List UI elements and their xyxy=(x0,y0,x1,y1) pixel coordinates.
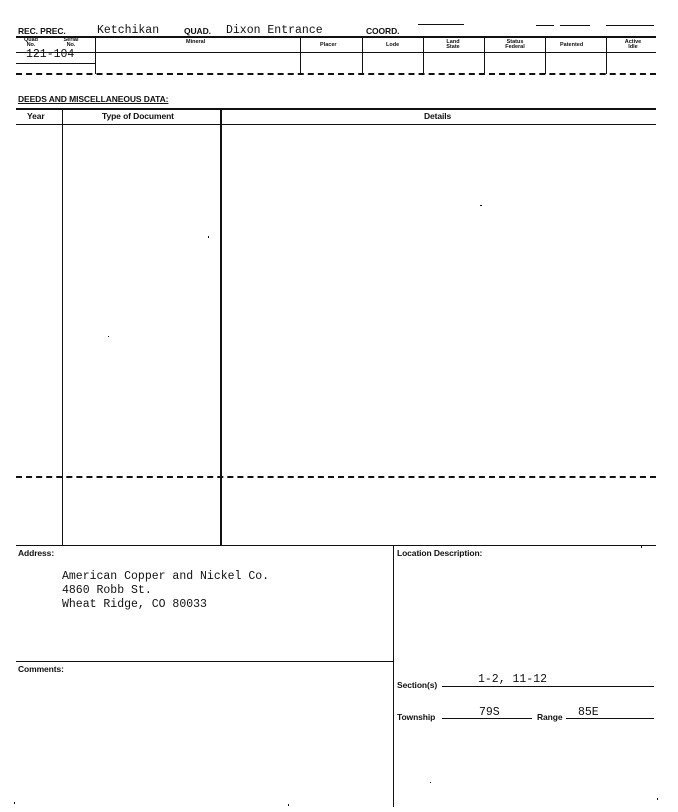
speck xyxy=(288,804,289,806)
quad-serial-underline xyxy=(16,63,96,64)
table-bottom-dashed-rule xyxy=(16,73,656,75)
deeds-col-details: Details xyxy=(424,111,452,121)
deeds-sep-type xyxy=(220,108,222,545)
range-label: Range xyxy=(537,712,563,722)
coord-blank-4 xyxy=(606,25,654,26)
deeds-col-year: Year xyxy=(27,111,45,121)
address-top-rule xyxy=(16,545,656,546)
col-placer: Placer xyxy=(320,42,337,48)
deeds-dashed-rule xyxy=(16,476,656,478)
col-status-federal: Status Federal xyxy=(505,39,525,50)
deeds-col-type: Type of Document xyxy=(102,111,174,121)
coord-blank-1 xyxy=(418,24,464,25)
speck xyxy=(657,798,658,800)
col-sep-6 xyxy=(545,36,546,74)
speck xyxy=(430,782,431,783)
address-line-1: American Copper and Nickel Co. xyxy=(62,570,270,583)
coord-label: COORD. xyxy=(366,26,400,36)
col-land-state: Land State xyxy=(446,39,460,50)
col-sep-2 xyxy=(300,36,301,74)
address-line-2: 4860 Robb St. xyxy=(62,584,152,597)
address-label: Address: xyxy=(18,548,55,558)
address-location-divider xyxy=(393,545,394,807)
col-mineral: Mineral xyxy=(186,39,206,45)
comments-top-rule xyxy=(16,661,394,662)
quad-value: Dixon Entrance xyxy=(226,24,323,37)
col-sep-5 xyxy=(484,36,485,74)
sections-underline xyxy=(442,686,654,687)
col-serial-no: Serial No. xyxy=(63,37,79,48)
coord-blank-3 xyxy=(560,25,590,26)
rec-prec-value: Ketchikan xyxy=(97,24,160,37)
table-top-rule xyxy=(16,36,656,38)
deeds-header-rule xyxy=(16,124,656,125)
speck xyxy=(14,802,15,804)
address-line-3: Wheat Ridge, CO 80033 xyxy=(62,598,207,611)
sections-label: Section(s) xyxy=(397,680,438,690)
range-value: 85E xyxy=(578,706,599,719)
col-sep-1 xyxy=(95,36,96,74)
col-patented: Patented xyxy=(560,42,584,48)
deeds-sep-year xyxy=(62,108,63,545)
quad-serial-value: 121-104 xyxy=(26,48,75,61)
speck xyxy=(641,546,642,548)
deeds-section-title: DEEDS AND MISCELLANEOUS DATA: xyxy=(18,94,169,104)
rec-prec-label: REC. PREC. xyxy=(18,26,66,36)
location-description-label: Location Description: xyxy=(397,548,483,558)
township-label: Township xyxy=(397,712,436,722)
sections-value: 1-2, 11-12 xyxy=(478,673,548,686)
deeds-top-rule xyxy=(16,108,656,110)
township-value: 79S xyxy=(479,706,500,719)
coord-blank-2 xyxy=(536,25,554,26)
comments-label: Comments: xyxy=(18,664,64,674)
quad-label: QUAD. xyxy=(184,26,211,36)
col-sep-4 xyxy=(423,36,424,74)
col-sep-7 xyxy=(606,36,607,74)
col-lode: Lode xyxy=(386,42,400,48)
speck xyxy=(108,336,109,337)
col-active-idle: Active Idle xyxy=(624,39,642,50)
speck xyxy=(208,236,209,238)
col-quad-no: Quad No. xyxy=(23,37,39,48)
table-header-rule xyxy=(16,52,656,53)
speck xyxy=(480,205,482,206)
col-sep-3 xyxy=(362,36,363,74)
